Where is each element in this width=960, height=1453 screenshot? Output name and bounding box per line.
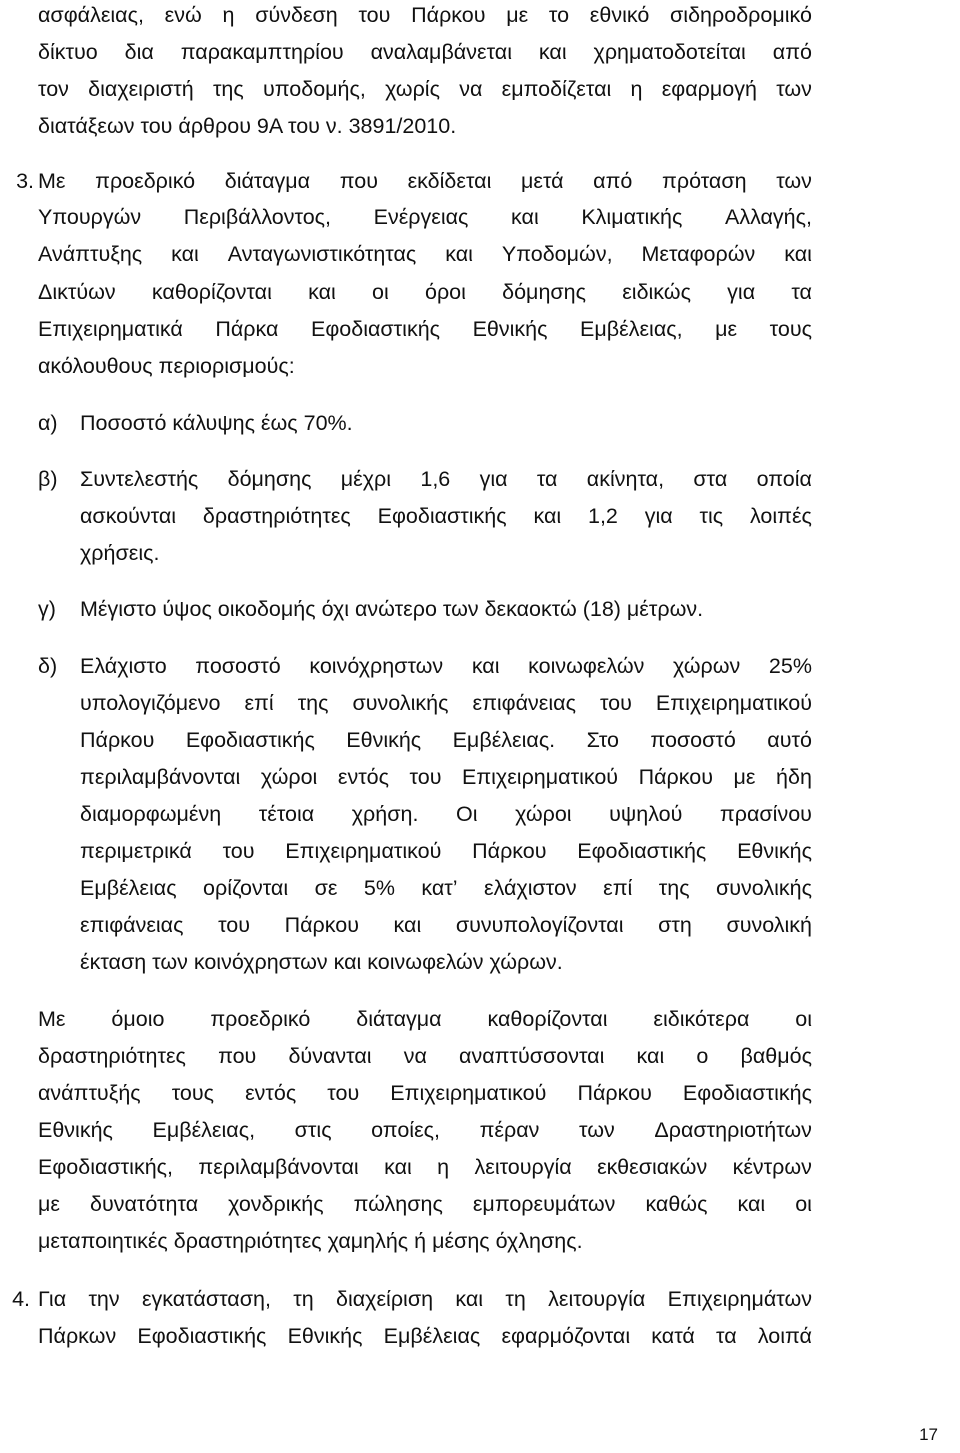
item4-line: Για την εγκατάσταση, τη διαχείριση και τη λειτουργία Επιχειρημάτων (38, 1287, 812, 1311)
item-number: 4. (12, 1287, 30, 1311)
sub-item-line: επιφάνειας του Πάρκου και συνυπολογίζονται στη συνολική (80, 913, 812, 937)
sub-item-line: ασκούνται δραστηριότητες Εφοδιαστικής και 1,2 για τις λοιπές (80, 504, 812, 528)
paragraph-line: με δυνατότητα χονδρικής πώλησης εμπορευμάτων καθώς και οι (38, 1192, 812, 1216)
item3-line: Υπουργών Περιβάλλοντος, Ενέργειας και Κλιματικής Αλλαγής, (38, 205, 812, 229)
sub-item-line: χρήσεις. (80, 541, 160, 565)
page-number: 17 (919, 1425, 938, 1444)
paragraph-line: δραστηριότητες που δύνανται να αναπτύσσονται και ο βαθμός (38, 1044, 812, 1068)
sub-item-line: Ελάχιστο ποσοστό κοινόχρηστων και κοινωφελών χώρων 25% (80, 654, 812, 678)
sub-item-line: Ποσοστό κάλυψης έως 70%. (80, 411, 353, 435)
item3-line: Δικτύων καθορίζονται και οι όροι δόμησης ειδικώς για τα (38, 280, 812, 304)
intro-line: τον διαχειριστή της υποδομής, χωρίς να εμποδίζεται η εφαρμογή των (38, 77, 812, 101)
paragraph-line: Εθνικής Εμβέλειας, στις οποίες, πέραν των Δραστηριοτήτων (38, 1118, 812, 1142)
item4-line: Πάρκων Εφοδιαστικής Εθνικής Εμβέλειας εφαρμόζονται κατά τα λοιπά (38, 1324, 812, 1348)
sub-item-line: διαμορφωμένη τέτοια χρήση. Οι χώροι υψηλού πρασίνου (80, 802, 812, 826)
intro-line: δίκτυο δια παρακαμπτηρίου αναλαμβάνεται και χρηματοδοτείται από (38, 40, 812, 64)
item3-line: Επιχειρηματικά Πάρκα Εφοδιαστικής Εθνικής Εμβέλειας, με τους (38, 317, 812, 341)
sub-item-line: Εμβέλειας ορίζονται σε 5% κατ’ ελάχιστον επί της συνολικής (80, 876, 812, 900)
item-number: 3. (16, 169, 34, 193)
sub-item-line: Πάρκου Εφοδιαστικής Εθνικής Εμβέλειας. Στο ποσοστό αυτό (80, 728, 812, 752)
paragraph-line: μεταποιητικές δραστηριότητες χαμηλής ή μέσης όχλησης. (38, 1229, 583, 1253)
sub-item-line: περιλαμβάνονται χώροι εντός του Επιχειρηματικού Πάρκου με ήδη (80, 765, 812, 789)
paragraph-line: Με όμοιο προεδρικό διάταγμα καθορίζονται ειδικότερα οι (38, 1007, 812, 1031)
item3-line: Με προεδρικό διάταγμα που εκδίδεται μετά από πρόταση των (38, 169, 812, 193)
intro-line: ασφάλειας, ενώ η σύνδεση του Πάρκου με το εθνικό σιδηροδρομικό (38, 3, 812, 27)
list-marker: δ) (38, 654, 58, 678)
intro-line: διατάξεων του άρθρου 9Α του ν. 3891/2010. (38, 114, 457, 138)
sub-item-line: περιμετρικά του Επιχειρηματικού Πάρκου Εφοδιαστικής Εθνικής (80, 839, 812, 863)
list-marker: β) (38, 467, 58, 491)
list-marker: α) (38, 411, 58, 435)
sub-item-line: υπολογιζόμενο επί της συνολικής επιφάνειας του Επιχειρηματικού (80, 691, 812, 715)
sub-item-line: Μέγιστο ύψος οικοδομής όχι ανώτερο των δεκαοκτώ (18) μέτρων. (80, 597, 704, 621)
sub-item-line: έκταση των κοινόχρηστων και κοινωφελών χώρων. (80, 950, 563, 974)
paragraph-line: ανάπτυξής τους εντός του Επιχειρηματικού Πάρκου Εφοδιαστικής (38, 1081, 812, 1105)
item3-line: Ανάπτυξης και Ανταγωνιστικότητας και Υποδομών, Μεταφορών και (38, 242, 812, 266)
paragraph-line: Εφοδιαστικής, περιλαμβάνονται και η λειτουργία εκθεσιακών κέντρων (38, 1155, 812, 1179)
sub-item-line: Συντελεστής δόμησης μέχρι 1,6 για τα ακίνητα, στα οποία (80, 467, 812, 491)
list-marker: γ) (38, 597, 56, 621)
item3-line: ακόλουθους περιορισμούς: (38, 354, 295, 378)
